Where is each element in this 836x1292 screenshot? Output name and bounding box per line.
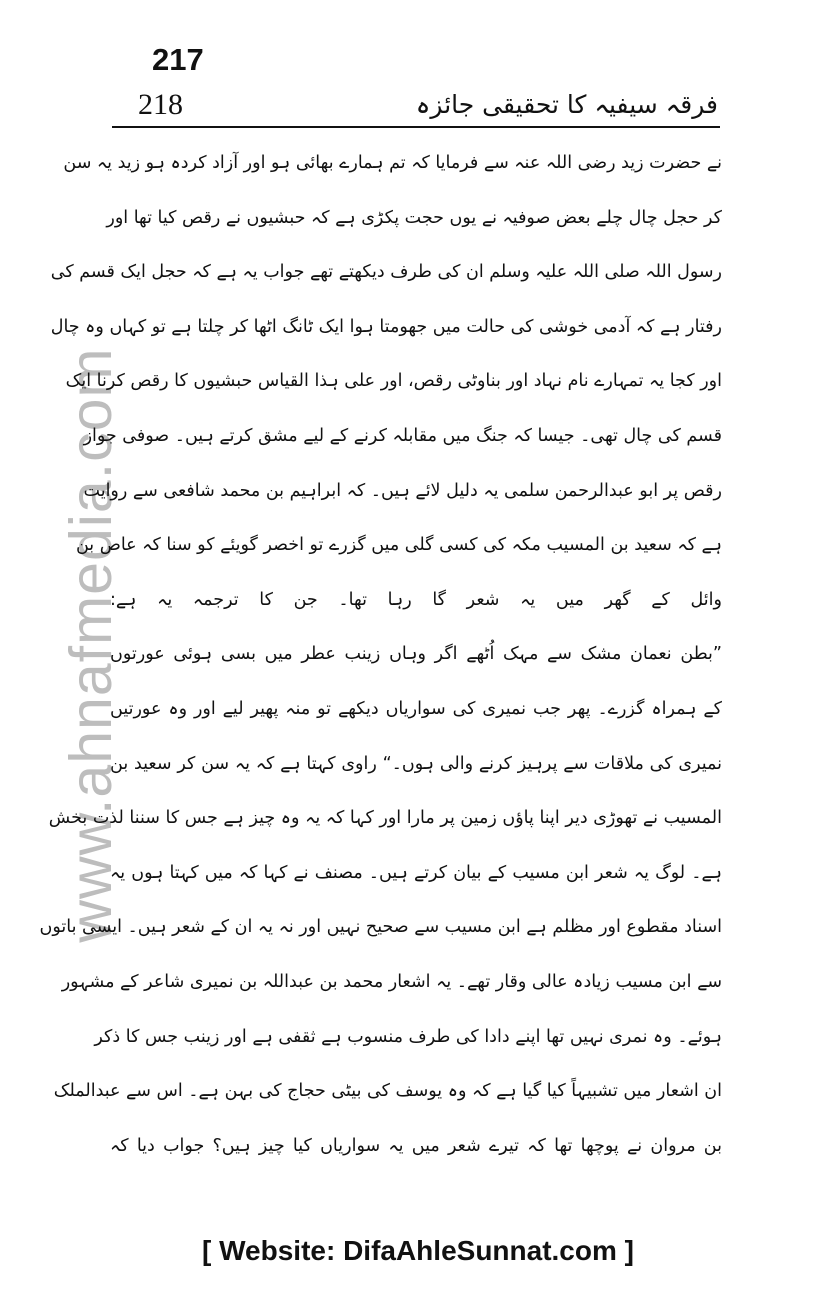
text-line: رقص پر ابو عبدالرحمن سلمی یہ دلیل لائے ہیں۔ کہ ابراہیم بن محمد شافعی سے روایت xyxy=(83,480,722,501)
text-line: نمیری کی ملاقات سے پرہیز کرنے والی ہوں۔“ راوی کہتا ہے کہ یہ سن کر سعید بن xyxy=(110,753,722,774)
poem-line: ”بطن نعمان مشک سے مہک اُٹھے اگر وہاں زینب عطر میں بسی ہوئی عورتوں xyxy=(110,644,722,665)
text-line: اور کجا یہ تمہارے نام نہاد اور بناوٹی رقص، اور علی ہذا القیاس حبشیوں کا رقص کرنا ایک xyxy=(65,371,722,392)
pdf-page-number: 217 xyxy=(152,42,204,77)
text-line: ہوئے۔ وہ نمری نہیں تھا اپنے دادا کی طرف منسوب ہے ثقفی ہے اور زینب جس کا ذکر xyxy=(94,1026,722,1047)
header-divider xyxy=(112,126,720,128)
book-page-number: 218 xyxy=(138,88,183,121)
text-line: اسناد مقطوع اور مظلم ہے ابن مسیب سے صحیح نہیں اور نہ یہ ان کے شعر ہیں۔ ایسی باتوں xyxy=(39,917,722,938)
text-line: نے حضرت زید رضی اللہ عنہ سے فرمایا کہ تم ہمارے بھائی ہو اور آزاد کردہ ہو زید یہ سن xyxy=(63,153,722,173)
running-title: فرقہ سیفیہ کا تحقیقی جائزہ xyxy=(415,90,718,119)
text-line: ہے۔ لوگ یہ شعر ابن مسیب کے بیان کرتے ہیں۔ مصنف نے کہا کہ میں کہتا ہوں یہ xyxy=(110,862,722,883)
text-line: المسیب نے تھوڑی دیر اپنا پاؤں زمین پر مارا اور کہا کہ یہ وہ چیز ہے جس کا سننا لذت بخش xyxy=(48,808,722,829)
text-line: ہے کہ سعید بن المسیب مکہ کی کسی گلی میں گزرے تو اخصر گویئے کو سنا کہ عاص بن xyxy=(75,535,722,556)
text-line: کے ہمراہ گزرے۔ پھر جب نمیری کی سواریاں دیکھے تو منہ پھیر لیے اور وہ عورتیں xyxy=(110,698,722,719)
text-line: بن مروان نے پوچھا تھا کہ تیرے شعر میں یہ سواریاں کیا چیز ہیں؟ جواب دیا کہ xyxy=(110,1135,722,1156)
text-line: رفتار ہے کہ آدمی خوشی کی حالت میں جھومتا ہوا ایک ٹانگ اٹھا کر چلتا ہے تو کہاں وہ چال xyxy=(50,316,722,337)
text-line: رسول اللہ صلی اللہ علیہ وسلم ان کی طرف دیکھتے تھے جواب یہ ہے کہ حجل ایک قسم کی xyxy=(50,262,722,283)
website-footer: [ Website: DifaAhleSunnat.com ] xyxy=(202,1235,634,1266)
text-line: قسم کی چال تھی۔ جیسا کہ جنگ میں مقابلہ کرنے کے لیے مشق کرتے ہیں۔ صوفی جواز xyxy=(83,425,722,446)
watermark: www.ahnafmedia.com xyxy=(58,347,124,943)
text-line: وائل کے گھر میں یہ شعر گا رہا تھا۔ جن کا ترجمہ یہ ہے: xyxy=(110,589,722,610)
text-line: کر حجل چال چلے بعض صوفیہ نے یوں حجت پکڑی ہے کہ حبشیوں نے رقص کیا تھا اور xyxy=(106,207,722,228)
text-line: ان اشعار میں تشبیہاً کیا گیا ہے کہ وہ یوسف کی بیٹی حجاج کی بہن ہے۔ اس سے عبدالملک xyxy=(53,1081,722,1102)
text-line: سے ابن مسیب زیادہ عالی وقار تھے۔ یہ اشعار محمد بن عبداللہ بن نمیری شاعر کے مشہور xyxy=(61,971,722,992)
